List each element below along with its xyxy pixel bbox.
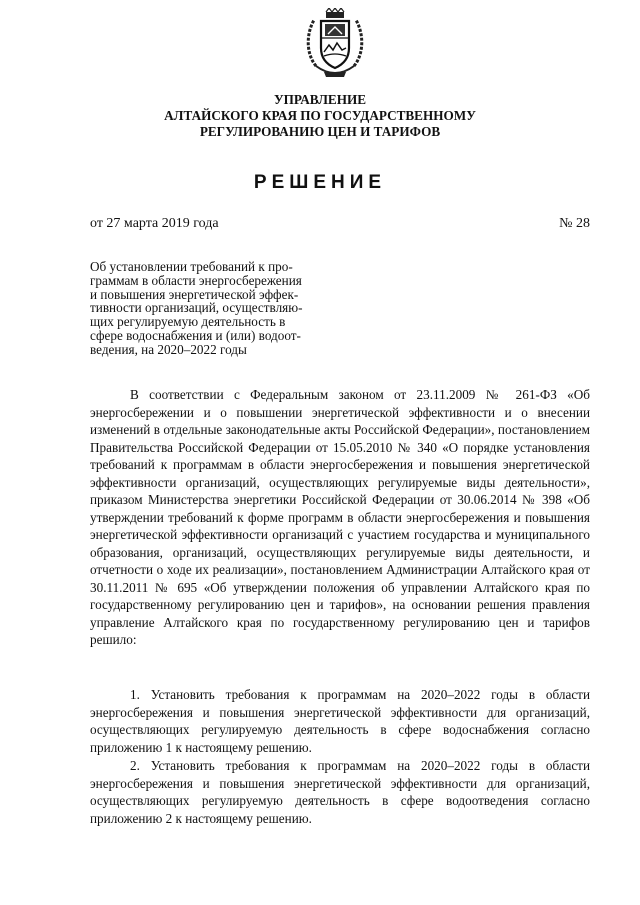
paragraph-text: 1. Установить требования к программам на 2020–2022 годы в области энергосбережения и повышения энергетической эффективности для организаций, осуществляющих регулируемую деятельность в сфере водоснабжения согласно приложению 1 к настоящему решению. (90, 687, 590, 755)
preamble-paragraph (90, 386, 590, 649)
document-date: от 27 марта 2019 года (90, 216, 219, 231)
paragraph-text: 2. Установить требования к программам на 2020–2022 годы в области энергосбережения и повышения энергетической эффективности для организаций, осуществляющих регулируемую деятельность в сфере водоотведения согласно приложению 2 к настоящему решению. (90, 758, 590, 826)
document-number: № 28 (559, 216, 590, 231)
item-2-paragraph (90, 757, 590, 827)
document-type-title: РЕШЕНИЕ (253, 172, 387, 193)
subject-line: тивности организаций, осуществляю- (90, 300, 303, 316)
header-line-3: РЕГУЛИРОВАНИЮ ЦЕН И ТАРИФОВ (199, 124, 441, 139)
subject-line: щих регулируемую деятельность в (90, 314, 286, 330)
coat-of-arms-icon (304, 8, 366, 82)
header-line-2: АЛТАЙСКОГО КРАЯ ПО ГОСУДАРСТВЕННОМУ (164, 108, 476, 123)
header-line-1: УПРАВЛЕНИЕ (273, 92, 367, 107)
paragraph-text: В соответствии с Федеральным законом от 23.11.2009 № 261-ФЗ «Об энергосбережении и о повышении энергетической эффективности и о внесении изменений в отдельные законодательные акты Российской Федерации», постановлением Правительства Российской Федерации от 15.05.2010 № 340 «О порядке установления требований к программам в области энергосбережения и повышения энергетической эффективности организаций, осуществляющих регулируемые виды деятельности», приказом Министерства энергетики Российской Федерации от 30.06.2014 № 398 «Об утверждении требований к форме программ в области энергосбережения и повышения энергетической эффективности организаций с участием государства и муниципального образования, организаций, осуществляющих регулируемые виды деятельности, и отчетности о ходе их реализации», постановлением Администрации Алтайского края от 30.11.2011 № 695 «Об утверждении положения об управлении Алтайского края по государственному регулированию цен и тарифов», на основании решения правления управление Алтайского края по государственному регулированию цен и тарифов решило: (90, 387, 590, 647)
item-1-paragraph (90, 686, 590, 756)
subject-block (90, 260, 340, 357)
subject-line: граммам в области энергосбережения (90, 272, 302, 288)
subject-line: ведения, на 2020–2022 годы (90, 341, 247, 357)
subject-line: и повышения энергетической эффек- (90, 286, 299, 302)
subject-line: Об установлении требований к про- (90, 259, 293, 274)
subject-line: сфере водоснабжения и (или) водоот- (90, 327, 301, 343)
